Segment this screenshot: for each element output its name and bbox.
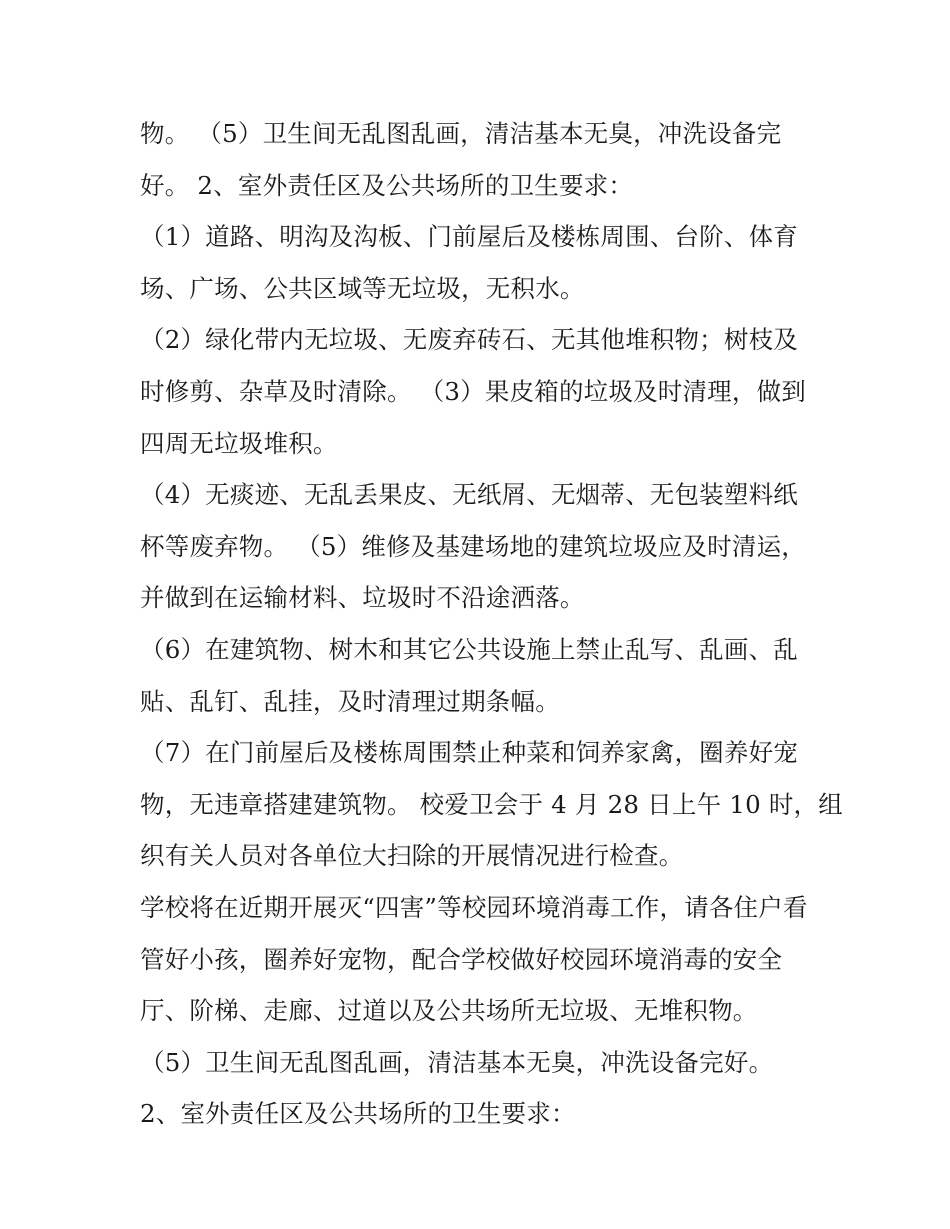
text-line: （2）绿化带内无垃圾、无废弃砖石、无其他堆积物；树枝及 [140,325,798,355]
text-line: （7）在门前屋后及楼栋周围禁止种菜和饲养家禽，圈养好宠 [140,738,798,768]
text-line: 学校将在近期开展灭“四害”等校园环境消毒工作，请各住户看 [140,892,808,922]
text-line: 并做到在运输材料、垃圾时不沿途洒落。 [140,583,585,613]
text-line: 四周无垃圾堆积。 [140,428,338,458]
text-line: 物。 （5）卫生间无乱图乱画，清洁基本无臭，冲洗设备完 [140,119,782,148]
text-line: （1）道路、明沟及沟板、门前屋后及楼栋周围、台阶、体育 [140,222,798,252]
text-line: 杯等废弃物。 （5）维修及基建场地的建筑垃圾应及时清运， [140,531,806,561]
text-line: 好。 2、室外责任区及公共场所的卫生要求： [140,170,634,200]
text-line: 厅、阶梯、走廊、过道以及公共场所无垃圾、无堆积物。 [140,996,758,1026]
text-line: （4）无痰迹、无乱丢果皮、无纸屑、无烟蒂、无包装塑料纸 [140,480,798,510]
text-line: 物，无违章搭建建筑物。 校爱卫会于 4 月 28 日上午 10 时，组 [140,789,843,819]
text-line: （5）卫生间无乱图乱画，清洁基本无臭，冲洗设备完好。 [140,1047,774,1077]
document-body [140,108,843,1140]
text-line: 2、室外责任区及公共场所的卫生要求： [140,1099,576,1129]
text-line: 管好小孩，圈养好宠物，配合学校做好校园环境消毒的安全 [140,944,783,974]
text-line: 贴、乱钉、乱挂，及时清理过期条幅。 [140,686,560,716]
text-line: 时修剪、杂草及时清除。 （3）果皮箱的垃圾及时清理，做到 [140,376,806,406]
text-line: 织有关人员对各单位大扫除的开展情况进行检查。 [140,841,684,871]
text-line: （6）在建筑物、树木和其它公共设施上禁止乱写、乱画、乱 [140,634,798,664]
text-line: 场、广场、公共区域等无垃圾，无积水。 [140,273,585,303]
